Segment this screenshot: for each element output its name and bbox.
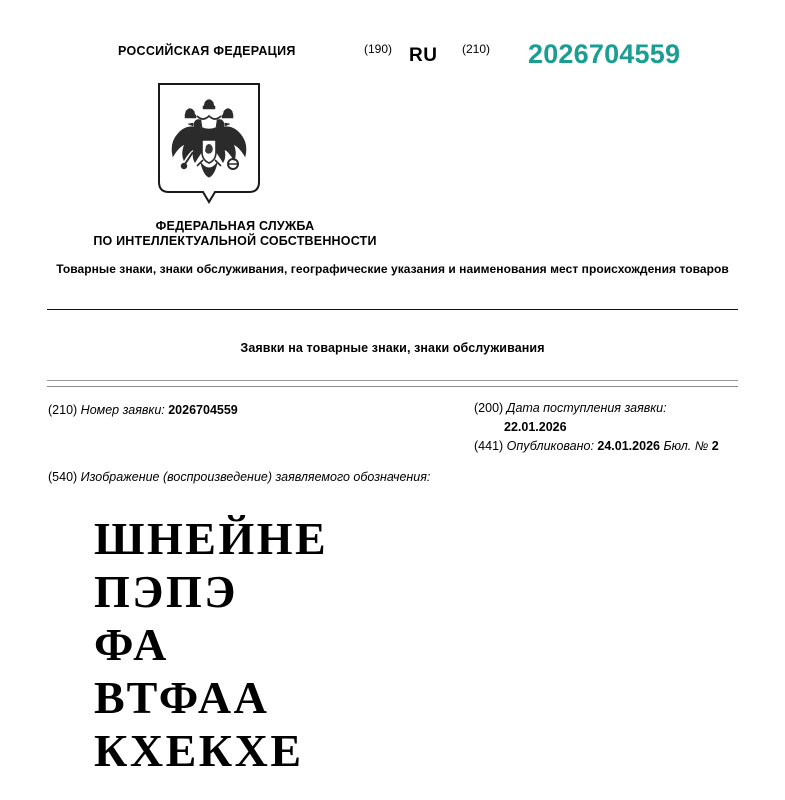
inid-code-200: (200) bbox=[474, 401, 504, 415]
filing-date-value: 22.01.2026 bbox=[504, 420, 567, 434]
agency-name-line-1: ФЕДЕРАЛЬНАЯ СЛУЖБА bbox=[155, 219, 315, 233]
published-label: Опубликовано: bbox=[506, 439, 594, 453]
biblio-field-mark-image bbox=[48, 470, 430, 484]
trademark-text-line: ВТФАА bbox=[94, 672, 270, 723]
bulletin-label: Бюл. № bbox=[663, 439, 709, 453]
inid-code-210-header: (210) bbox=[462, 42, 491, 56]
trademark-text-line: КХЕКХЕ bbox=[94, 725, 304, 776]
masthead bbox=[0, 40, 785, 74]
biblio-fields-right bbox=[474, 399, 719, 456]
country-name: РОССИЙСКАЯ ФЕДЕРАЦИЯ bbox=[118, 44, 296, 58]
inid-code-540: (540) bbox=[48, 470, 78, 484]
divider-rule-middle-upper bbox=[47, 380, 738, 381]
divider-rule-middle-lower bbox=[47, 386, 738, 387]
mark-image-label: Изображение (воспроизведение) заявляемого обозначения: bbox=[80, 470, 431, 484]
biblio-field-filing-date bbox=[474, 399, 719, 437]
trademark-text-line: ФА bbox=[94, 619, 169, 670]
divider-rule-top bbox=[47, 309, 738, 310]
agency-name-line-2: ПО ИНТЕЛЛЕКТУАЛЬНОЙ СОБСТВЕННОСТИ bbox=[93, 234, 377, 248]
published-date-value: 24.01.2026 bbox=[597, 439, 660, 453]
section-heading: Заявки на товарные знаки, знаки обслуживания bbox=[240, 341, 545, 355]
publication-subtitle: Товарные знаки, знаки обслуживания, географические указания и наименования мест происхождения товаров bbox=[56, 262, 729, 276]
inid-code-210: (210) bbox=[48, 403, 78, 417]
biblio-field-application-number bbox=[48, 401, 238, 419]
trademark-text-line: ПЭПЭ bbox=[94, 566, 238, 617]
trademark-text-line: ШНЕЙНЕ bbox=[94, 513, 329, 564]
inid-code-441: (441) bbox=[474, 439, 504, 453]
application-number-label: Номер заявки: bbox=[80, 403, 165, 417]
russian-coat-of-arms-icon bbox=[157, 82, 261, 206]
country-code: RU bbox=[409, 45, 438, 66]
biblio-field-published bbox=[474, 437, 719, 456]
trademark-reproduction bbox=[94, 512, 694, 777]
application-number-heading: 2026704559 bbox=[528, 39, 681, 69]
bulletin-number-value: 2 bbox=[711, 439, 719, 453]
inid-code-190: (190) bbox=[364, 42, 393, 56]
filing-date-label: Дата поступления заявки: bbox=[506, 401, 667, 415]
agency-name bbox=[0, 219, 470, 249]
application-number-value: 2026704559 bbox=[168, 403, 238, 417]
